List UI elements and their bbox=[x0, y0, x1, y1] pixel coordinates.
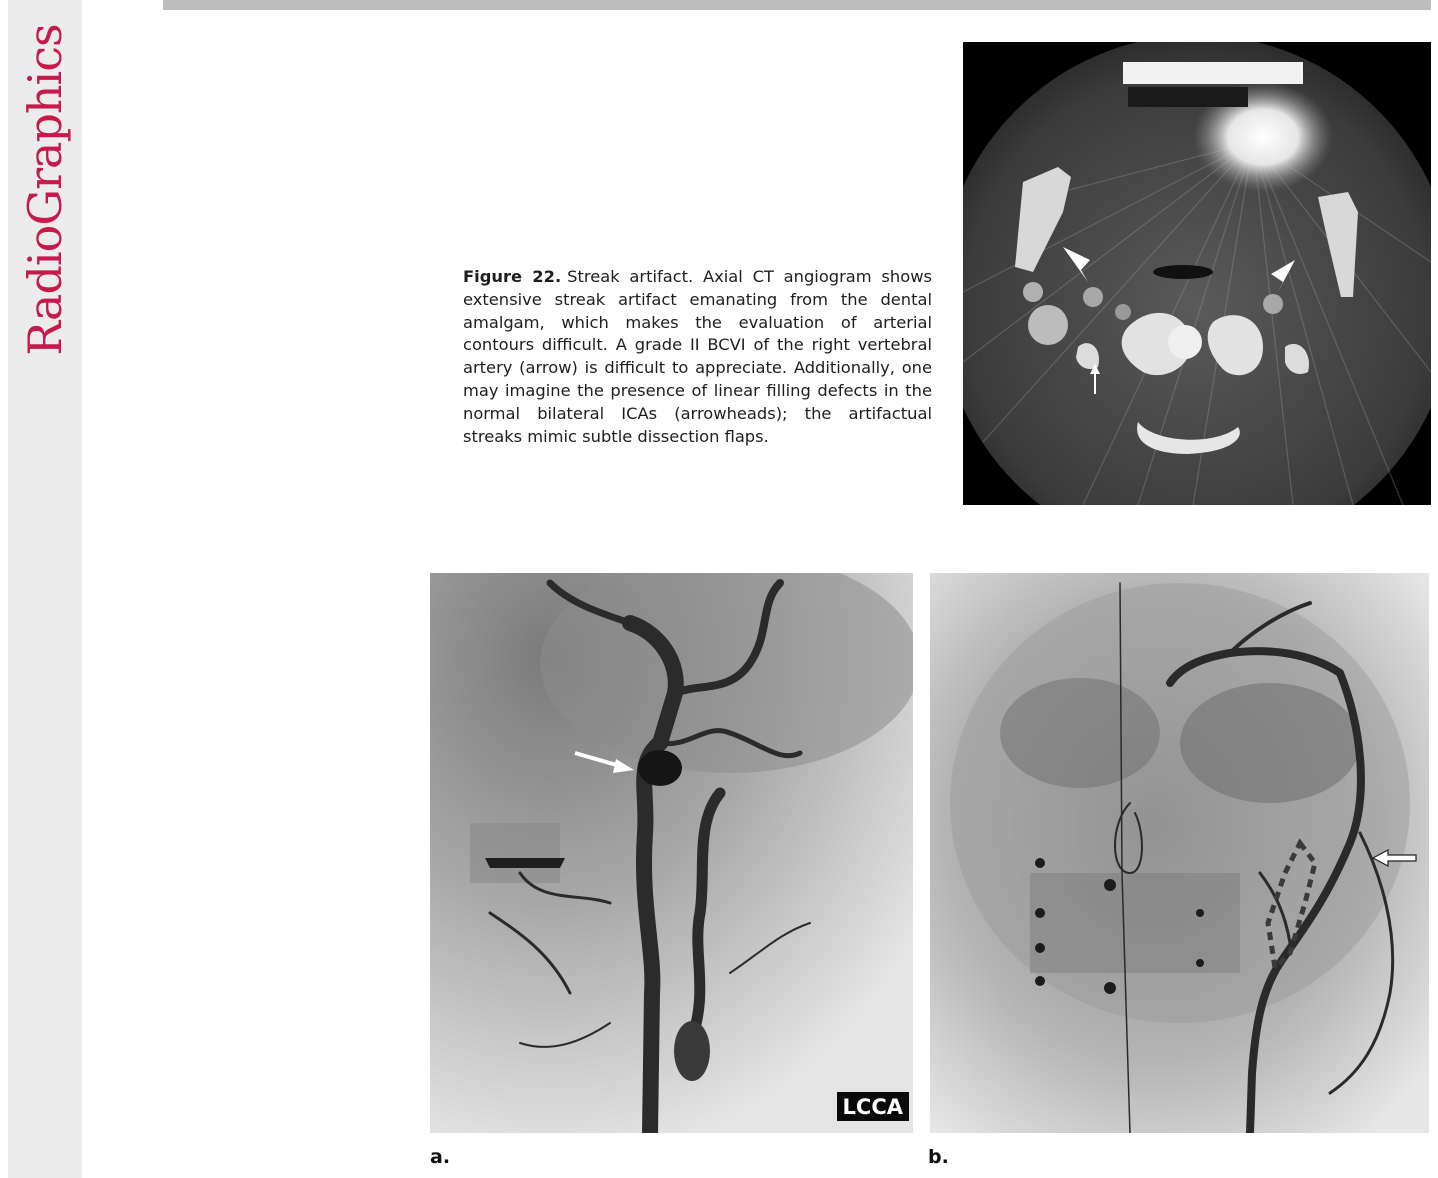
pseudoaneurysm bbox=[638, 750, 682, 786]
journal-logo bbox=[8, 0, 82, 380]
top-rule bbox=[163, 0, 1431, 10]
journal-name: RadioGraphics bbox=[18, 24, 72, 356]
figure-caption-text: Streak artifact. Axial CT angiogram shows extensive streak artifact emanating from the dental amalgam, which makes the evaluation of arterial contours difficult. A grade II BCVI of the right vertebral artery (arrow) is difficult to appreciate. Additionally, one may imagine the presence of linear filling defects in the normal bilateral ICAs (arrowheads); the artifactual streaks mimic subtle dissection flaps. bbox=[463, 267, 932, 446]
angiogram-panel-b bbox=[930, 573, 1429, 1133]
figure-caption bbox=[463, 266, 932, 448]
ct-angiogram-image bbox=[963, 42, 1431, 505]
panel-label-a: a. bbox=[430, 1146, 451, 1168]
angiogram-panel-a bbox=[430, 573, 913, 1133]
journal-sidebar bbox=[8, 0, 82, 1178]
figure-label: Figure 22. bbox=[463, 267, 562, 286]
vessel-label-tag: LCCA bbox=[837, 1092, 909, 1121]
panel-label-b: b. bbox=[928, 1146, 949, 1168]
